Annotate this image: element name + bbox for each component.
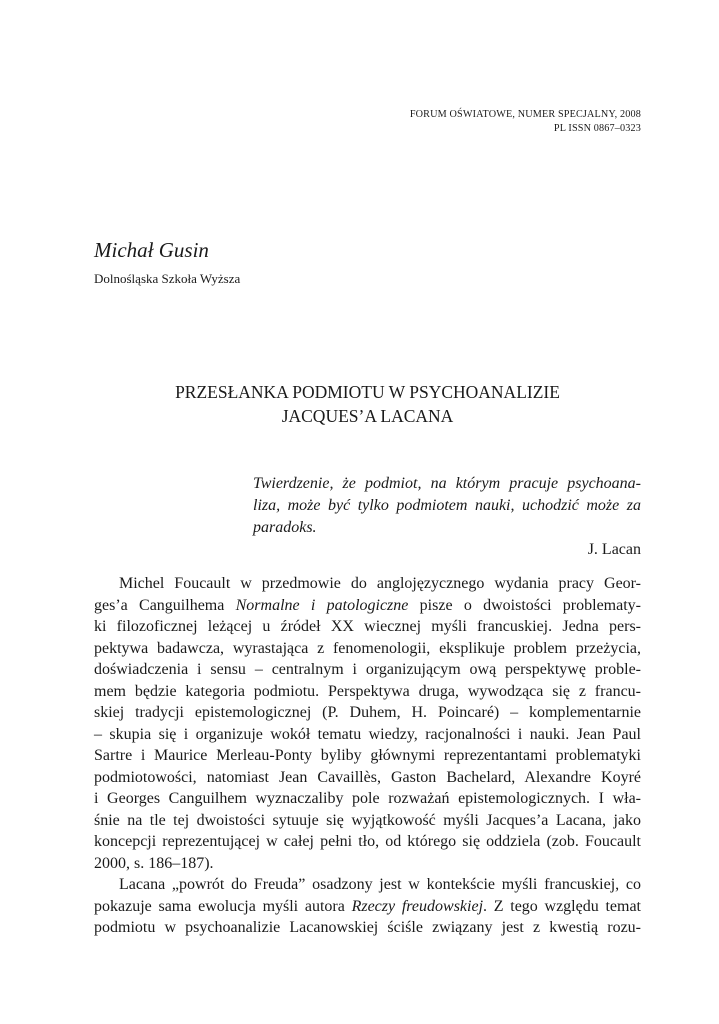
text-line: i Georges Canguilhem wyznaczaliby pole rozważań epistemologicznych. I wła- [94, 790, 641, 807]
text-line: doświadczenia i sensu – centralnym i organizującym ową perspektywę proble- [94, 661, 641, 678]
body-text [94, 573, 641, 939]
paragraph-2 [94, 874, 641, 939]
epigraph-line: liza, może być tylko podmiotem nauki, uchodzić może za [253, 497, 641, 514]
text-line: koncepcji reprezentującej w całej pełni tło, od którego się oddziela (zob. Foucault [94, 833, 641, 850]
text-line: ki filozoficznej leżącej u źródeł XX wiecznej myśli francuskiej. Jedna pers- [94, 618, 641, 635]
text-line: skiej tradycji epistemologicznej (P. Duhem, H. Poincaré) – komplementarnie [94, 704, 641, 721]
issn: PL ISSN 0867–0323 [553, 123, 641, 134]
epigraph [253, 473, 641, 561]
text-line: Lacana „powrót do Freuda” osadzony jest w kontekście myśli francuskiej, co [119, 876, 641, 893]
text-line: mem będzie kategoria podmiotu. Perspektywa druga, wywodząca się z francu- [94, 682, 641, 700]
text-line: – skupia się i organizuje wokół tematu wiedzy, racjonalności i nauki. Jean Paul [94, 725, 641, 743]
book-title: Rzeczy freudowskiej [351, 897, 484, 915]
author-affiliation: Dolnośląska Szkoła Wyższa [94, 271, 241, 286]
article-title [94, 380, 641, 428]
running-header [410, 108, 641, 136]
epigraph-line: Twierdzenie, że podmiot, na którym pracuje psychoana- [253, 475, 641, 492]
author-name: Michał Gusin [94, 238, 209, 262]
book-title: Normalne i patologiczne [235, 596, 409, 614]
text-line: podmiotowości, natomiast Jean Cavaillès, Gaston Bachelard, Alexandre Koyré [94, 768, 641, 786]
text-line: 2000, s. 186–187). [94, 854, 214, 872]
text-line: ges’a Canguilhema Normalne i patologiczne pisze o dwoistości problematy- [94, 596, 641, 614]
paragraph-1 [94, 573, 641, 874]
text-line: śnie na tle tej dwoistości sytuuje się wyjątkowość myśli Jacques’a Lacana, jako [94, 811, 641, 829]
title-line-1: PRZESŁANKA PODMIOTU W PSYCHOANALIZIE [175, 382, 560, 402]
text-line: Sartre i Maurice Merleau-Ponty byliby głównymi reprezentantami problematyki [94, 747, 641, 764]
text-line: podmiotu w psychoanalizie Lacanowskiej ściśle związany jest z kwestią rozu- [94, 919, 641, 936]
text-line: pokazuje sama ewolucja myśli autora Rzeczy freudowskiej. Z tego względu temat [94, 897, 642, 915]
text-line: pektywa badawcza, wyrastająca z fenomenologii, eksplikuje problem przeżycia, [94, 639, 641, 657]
epigraph-line: paradoks. [253, 519, 317, 536]
epigraph-attribution: J. Lacan [587, 541, 641, 558]
text-line: Michel Foucault w przedmowie do anglojęzycznego wydania pracy Geor- [119, 575, 641, 592]
journal-name: FORUM OŚWIATOWE, NUMER SPECJALNY, 2008 [409, 109, 641, 120]
title-line-2: JACQUES’A LACANA [281, 406, 454, 426]
